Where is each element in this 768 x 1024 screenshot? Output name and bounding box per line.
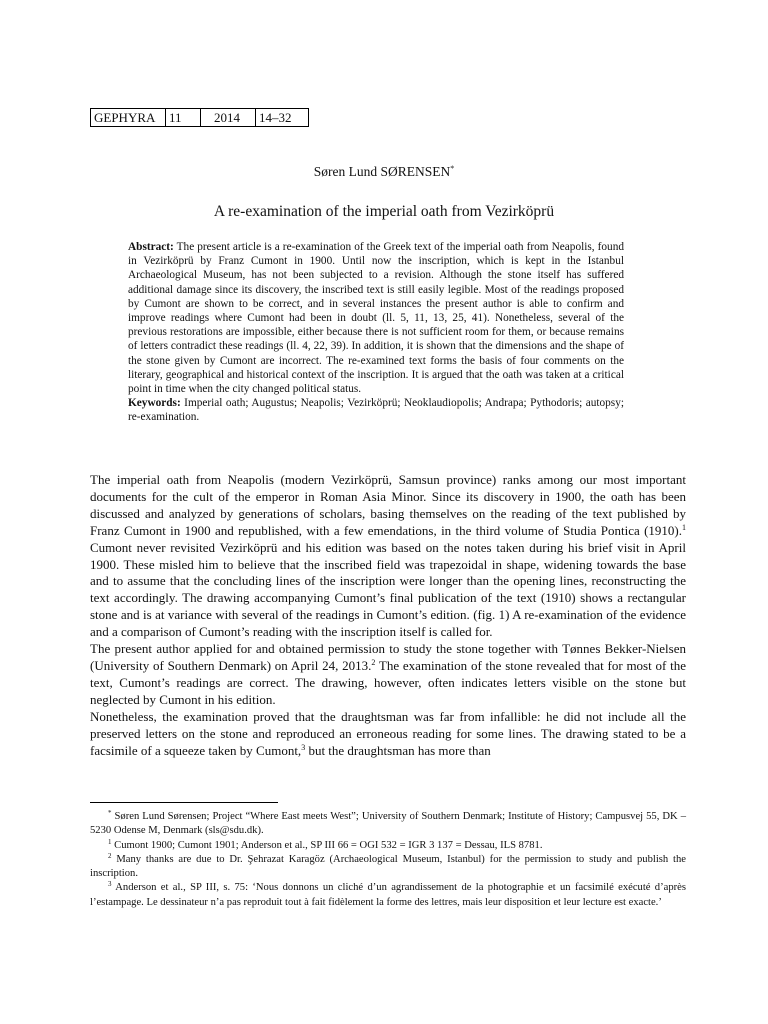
body-text	[90, 472, 686, 759]
footnote-marker: 2	[108, 851, 112, 860]
footnote-marker: 1	[108, 837, 112, 846]
footnote-marker: 3	[108, 880, 112, 889]
body-paragraph-1	[90, 472, 686, 641]
keywords-text: Imperial oath; Augustus; Neapolis; Vezirköprü; Neoklaudiopolis; Andrapa; Pythodoris; autopsy; re-examination.	[128, 397, 624, 424]
abstract-paragraph	[128, 240, 624, 396]
body-text-span: The imperial oath from Neapolis (modern Vezirköprü, Samsun province) ranks among our most important documents for the cult of the emperor in Roman Asia Minor. Since its discovery in 1900, the oath has been discussed and analyzed by generations of scholars, basing themselves on the reading of the text published by Franz Cumont in 1900 and republished, with a few emendations, in the third volume of Studia Pontica (1910).	[90, 472, 686, 538]
journal-volume: 11	[166, 109, 201, 127]
footnote-text: Cumont 1900; Cumont 1901; Anderson et al., SP III 66 = OGI 532 = IGR 3 137 = Dessau, ILS 8781.	[111, 839, 543, 851]
footnote-3	[90, 881, 686, 910]
body-text-span: The present author applied for and obtained permission to study the stone together with Tønnes Bekker-Nielsen (University of Southern Denmark) on April 24, 2013.	[90, 641, 686, 673]
abstract-label: Abstract:	[128, 241, 174, 253]
journal-header-row	[91, 109, 309, 127]
body-paragraph-3	[90, 709, 686, 760]
footnote-text: Anderson et al., SP III, s. 75: ‘Nous donnons un cliché d’un agrandissement de la photographie et un facsimilé exécuté d’après l’estampage. Le dessinateur n’a pas reproduit tout à fait fidèlement la forme des lettres, mais leur disposition et leur lecture est exacte.’	[90, 882, 686, 908]
journal-header-table	[90, 108, 309, 127]
author-line	[0, 164, 768, 180]
body-text-span: The examination of the stone revealed that for most of the text, Cumont’s readings are correct. The drawing, however, often indicates letters visible on the stone but neglected by Cumont in his edition.	[90, 657, 687, 707]
footnote-ref-1: 1	[682, 522, 686, 532]
footnote-author	[90, 810, 686, 839]
abstract-text: The present article is a re-examination of the Greek text of the imperial oath from Neapolis, found in Vezirköprü by Franz Cumont in 1900. Until now the inscription, which is kept in the Istanbul Archaeological Museum, has not been subjected to a revision. Although the stone itself has suffered additional damage since its discovery, the inscribed text is still easily legible. Most of the readings proposed by Cumont are shown to be correct, and in several instances the present author is able to confirm and improve readings where Cumont had been in doubt (ll. 5, 11, 13, 25, 41). Nonetheless, several of the previous restorations are impossible, either because there is not sufficient room for them, or because remains of letters contradict these readings (ll. 4, 22, 39). In addition, it is shown that the dimensions and the shape of the stone given by Cumont are incorrect. The re-examined text forms the basis of four comments on the literary, geographical and historical context of the inscription. It is argued that the oath was taken at a critical point in time when the city changed political status.	[128, 241, 624, 396]
footnote-ref-2: 2	[371, 657, 376, 667]
body-paragraph-2	[90, 641, 686, 709]
journal-pages: 14–32	[256, 109, 309, 127]
footnote-ref-3: 3	[301, 742, 306, 752]
footnote-2	[90, 853, 686, 882]
author-footnote-marker: *	[450, 164, 455, 173]
footnote-text: Søren Lund Sørensen; Project “Where East meets West”; University of Southern Denmark; Institute of History; Campusvej 55, DK – 5230 Odense M, Denmark (sls@sdu.dk).	[90, 811, 686, 837]
keywords-label: Keywords:	[128, 397, 181, 410]
footnote-divider	[90, 802, 278, 803]
footnotes-block	[90, 810, 686, 910]
body-text-span: but the draughtsman has more than	[305, 742, 491, 758]
footnote-1	[90, 839, 686, 853]
abstract-block	[128, 240, 624, 425]
keywords-paragraph	[128, 396, 624, 424]
body-text-span: Cumont never revisited Vezirköprü and his edition was based on the notes taken during his brief visit in April 1900. These misled him to believe that the inscribed field was trapezoidal in shape, widening towards the base and to assume that the concluding lines of the inscription were longer than the opening lines, reconstructing the text accordingly. The drawing accompanying Cumont’s final publication of the text (1910) shows a rectangular stone and is at variance with several of the readings in Cumont’s edition. (fig. 1) A re-examination of the evidence and a comparison of Cumont’s reading with the inscription itself is called for.	[90, 539, 686, 640]
journal-name: GEPHYRA	[91, 109, 166, 127]
body-text-span: Nonetheless, the examination proved that the draughtsman was far from infallible: he did not include all the preserved letters on the stone and reproduced an erroneous reading for some lines. The drawing stated to be a facsimile of a squeeze taken by Cumont,	[90, 708, 686, 758]
article-title: A re-examination of the imperial oath from Vezirköprü	[213, 203, 555, 220]
author-name: Søren Lund SØRENSEN	[313, 164, 451, 179]
footnote-text: Many thanks are due to Dr. Şehrazat Karagöz (Archaeological Museum, Istanbul) for the permission to study and publish the inscription.	[90, 853, 686, 880]
journal-year: 2014	[201, 109, 256, 127]
footnote-marker: *	[108, 809, 112, 817]
